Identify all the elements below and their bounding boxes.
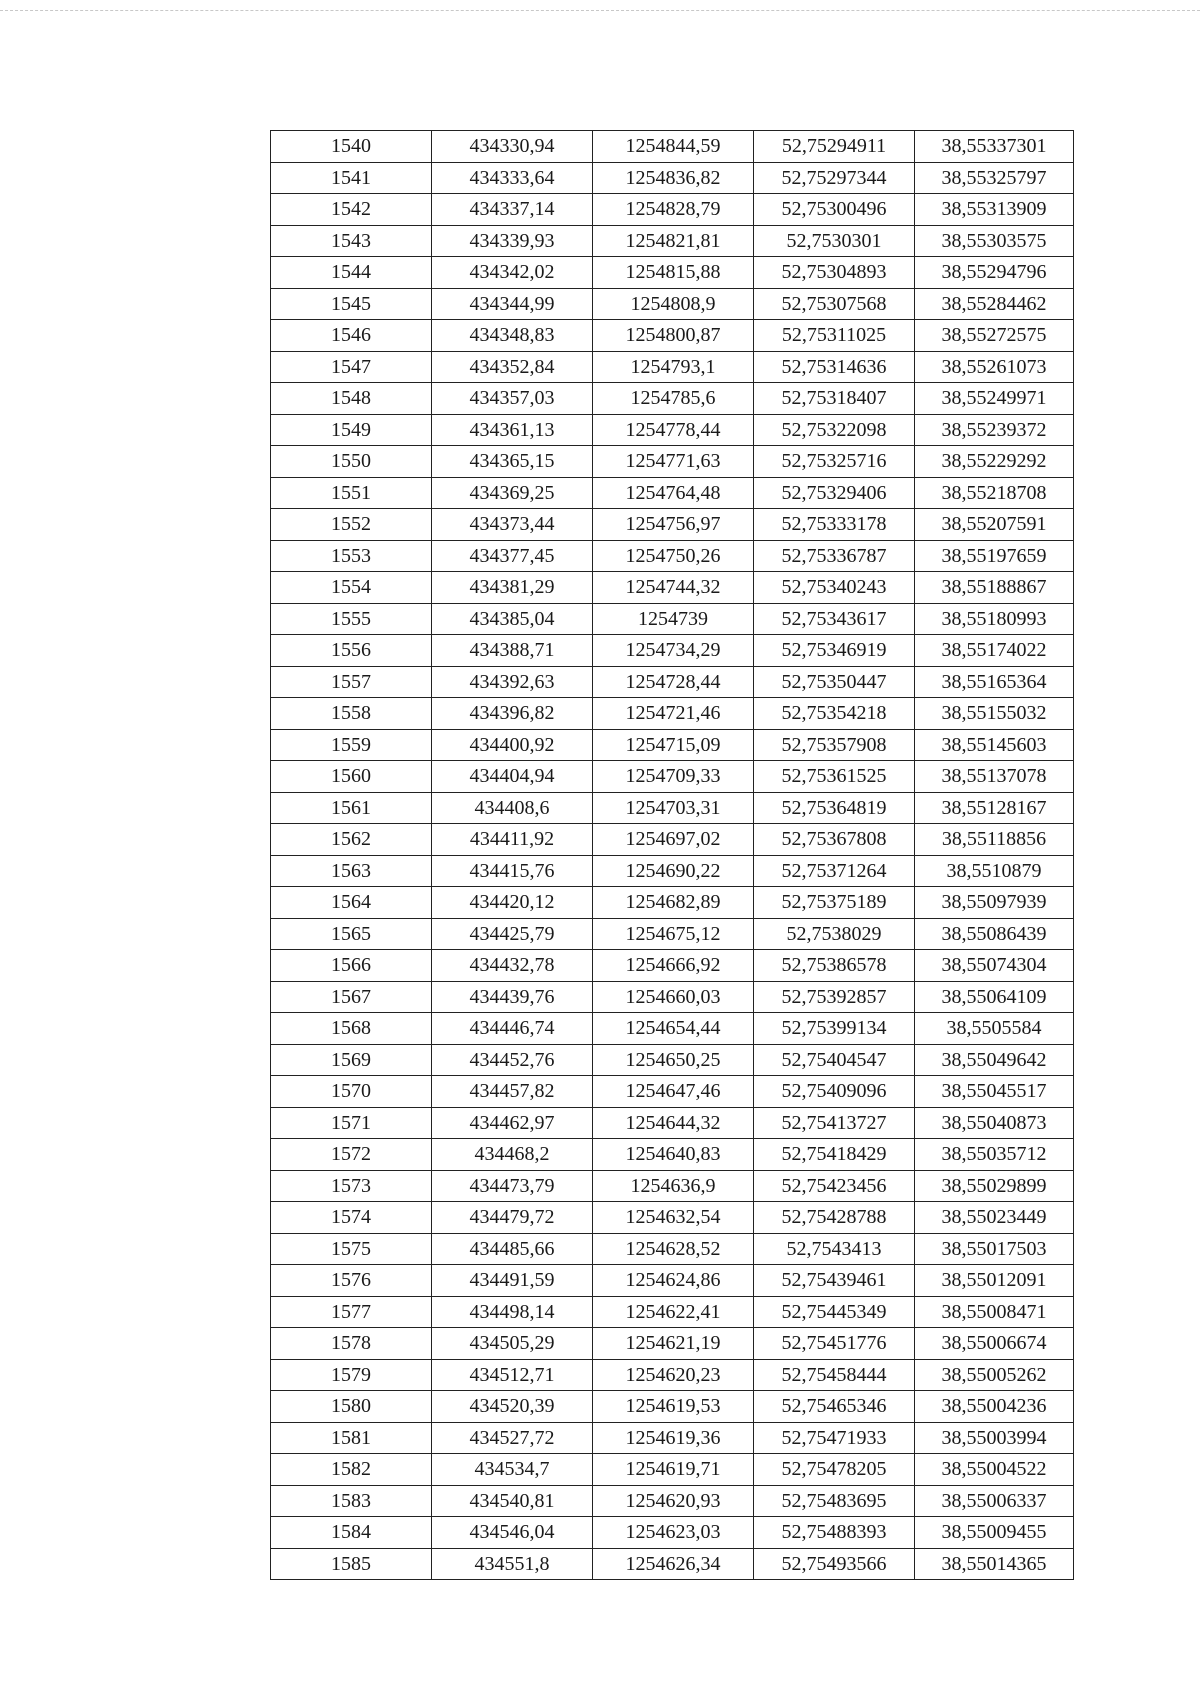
x-coordinate-cell: 434388,71 xyxy=(432,635,593,667)
latitude-cell: 52,75311025 xyxy=(754,320,915,352)
longitude-cell: 38,55303575 xyxy=(915,225,1074,257)
point-number-cell: 1584 xyxy=(271,1517,432,1549)
y-coordinate-cell: 1254675,12 xyxy=(593,918,754,950)
longitude-cell: 38,55239372 xyxy=(915,414,1074,446)
latitude-cell: 52,75418429 xyxy=(754,1139,915,1171)
table-row xyxy=(271,729,1074,761)
longitude-cell: 38,55261073 xyxy=(915,351,1074,383)
longitude-cell: 38,55197659 xyxy=(915,540,1074,572)
point-number-cell: 1556 xyxy=(271,635,432,667)
longitude-cell: 38,55006674 xyxy=(915,1328,1074,1360)
table-row xyxy=(271,1517,1074,1549)
y-coordinate-cell: 1254640,83 xyxy=(593,1139,754,1171)
y-coordinate-cell: 1254785,6 xyxy=(593,383,754,415)
latitude-cell: 52,75340243 xyxy=(754,572,915,604)
y-coordinate-cell: 1254620,93 xyxy=(593,1485,754,1517)
y-coordinate-cell: 1254793,1 xyxy=(593,351,754,383)
point-number-cell: 1582 xyxy=(271,1454,432,1486)
point-number-cell: 1576 xyxy=(271,1265,432,1297)
longitude-cell: 38,55294796 xyxy=(915,257,1074,289)
y-coordinate-cell: 1254721,46 xyxy=(593,698,754,730)
latitude-cell: 52,75361525 xyxy=(754,761,915,793)
y-coordinate-cell: 1254815,88 xyxy=(593,257,754,289)
longitude-cell: 38,55004236 xyxy=(915,1391,1074,1423)
point-number-cell: 1562 xyxy=(271,824,432,856)
x-coordinate-cell: 434520,39 xyxy=(432,1391,593,1423)
point-number-cell: 1570 xyxy=(271,1076,432,1108)
y-coordinate-cell: 1254644,32 xyxy=(593,1107,754,1139)
table-row xyxy=(271,509,1074,541)
y-coordinate-cell: 1254690,22 xyxy=(593,855,754,887)
table-row xyxy=(271,540,1074,572)
table-row xyxy=(271,1548,1074,1580)
point-number-cell: 1546 xyxy=(271,320,432,352)
latitude-cell: 52,75336787 xyxy=(754,540,915,572)
table-row xyxy=(271,1076,1074,1108)
y-coordinate-cell: 1254709,33 xyxy=(593,761,754,793)
point-number-cell: 1560 xyxy=(271,761,432,793)
x-coordinate-cell: 434361,13 xyxy=(432,414,593,446)
point-number-cell: 1580 xyxy=(271,1391,432,1423)
x-coordinate-cell: 434485,66 xyxy=(432,1233,593,1265)
y-coordinate-cell: 1254622,41 xyxy=(593,1296,754,1328)
table-row xyxy=(271,225,1074,257)
longitude-cell: 38,55014365 xyxy=(915,1548,1074,1580)
point-number-cell: 1569 xyxy=(271,1044,432,1076)
point-number-cell: 1566 xyxy=(271,950,432,982)
latitude-cell: 52,75413727 xyxy=(754,1107,915,1139)
x-coordinate-cell: 434439,76 xyxy=(432,981,593,1013)
point-number-cell: 1540 xyxy=(271,131,432,163)
table-row xyxy=(271,1170,1074,1202)
table-row xyxy=(271,1139,1074,1171)
longitude-cell: 38,5505584 xyxy=(915,1013,1074,1045)
y-coordinate-cell: 1254650,25 xyxy=(593,1044,754,1076)
table-row xyxy=(271,1233,1074,1265)
x-coordinate-cell: 434373,44 xyxy=(432,509,593,541)
point-number-cell: 1581 xyxy=(271,1422,432,1454)
y-coordinate-cell: 1254800,87 xyxy=(593,320,754,352)
latitude-cell: 52,75445349 xyxy=(754,1296,915,1328)
table-row xyxy=(271,1391,1074,1423)
y-coordinate-cell: 1254771,63 xyxy=(593,446,754,478)
x-coordinate-cell: 434352,84 xyxy=(432,351,593,383)
x-coordinate-cell: 434498,14 xyxy=(432,1296,593,1328)
table-row xyxy=(271,414,1074,446)
y-coordinate-cell: 1254619,71 xyxy=(593,1454,754,1486)
table-row xyxy=(271,666,1074,698)
y-coordinate-cell: 1254750,26 xyxy=(593,540,754,572)
longitude-cell: 38,55009455 xyxy=(915,1517,1074,1549)
x-coordinate-cell: 434462,97 xyxy=(432,1107,593,1139)
x-coordinate-cell: 434446,74 xyxy=(432,1013,593,1045)
longitude-cell: 38,55218708 xyxy=(915,477,1074,509)
x-coordinate-cell: 434546,04 xyxy=(432,1517,593,1549)
longitude-cell: 38,55174022 xyxy=(915,635,1074,667)
table-row xyxy=(271,257,1074,289)
latitude-cell: 52,75325716 xyxy=(754,446,915,478)
table-row xyxy=(271,383,1074,415)
latitude-cell: 52,75465346 xyxy=(754,1391,915,1423)
table-row xyxy=(271,698,1074,730)
latitude-cell: 52,75346919 xyxy=(754,635,915,667)
y-coordinate-cell: 1254744,32 xyxy=(593,572,754,604)
longitude-cell: 38,55045517 xyxy=(915,1076,1074,1108)
latitude-cell: 52,75329406 xyxy=(754,477,915,509)
table-row xyxy=(271,761,1074,793)
x-coordinate-cell: 434337,14 xyxy=(432,194,593,226)
table-row xyxy=(271,1359,1074,1391)
table-row xyxy=(271,320,1074,352)
coordinates-table-body xyxy=(271,131,1074,1580)
point-number-cell: 1553 xyxy=(271,540,432,572)
x-coordinate-cell: 434348,83 xyxy=(432,320,593,352)
point-number-cell: 1564 xyxy=(271,887,432,919)
table-row xyxy=(271,288,1074,320)
x-coordinate-cell: 434473,79 xyxy=(432,1170,593,1202)
page-top-edge-line xyxy=(0,10,1200,11)
latitude-cell: 52,75364819 xyxy=(754,792,915,824)
latitude-cell: 52,7543413 xyxy=(754,1233,915,1265)
point-number-cell: 1579 xyxy=(271,1359,432,1391)
x-coordinate-cell: 434420,12 xyxy=(432,887,593,919)
x-coordinate-cell: 434540,81 xyxy=(432,1485,593,1517)
y-coordinate-cell: 1254778,44 xyxy=(593,414,754,446)
coordinates-table xyxy=(270,130,1074,1580)
table-row xyxy=(271,194,1074,226)
point-number-cell: 1574 xyxy=(271,1202,432,1234)
y-coordinate-cell: 1254624,86 xyxy=(593,1265,754,1297)
point-number-cell: 1545 xyxy=(271,288,432,320)
longitude-cell: 38,55064109 xyxy=(915,981,1074,1013)
x-coordinate-cell: 434381,29 xyxy=(432,572,593,604)
table-row xyxy=(271,1422,1074,1454)
y-coordinate-cell: 1254836,82 xyxy=(593,162,754,194)
latitude-cell: 52,7530301 xyxy=(754,225,915,257)
longitude-cell: 38,55012091 xyxy=(915,1265,1074,1297)
y-coordinate-cell: 1254734,29 xyxy=(593,635,754,667)
latitude-cell: 52,75322098 xyxy=(754,414,915,446)
x-coordinate-cell: 434365,15 xyxy=(432,446,593,478)
latitude-cell: 52,75367808 xyxy=(754,824,915,856)
longitude-cell: 38,55284462 xyxy=(915,288,1074,320)
table-row xyxy=(271,572,1074,604)
x-coordinate-cell: 434369,25 xyxy=(432,477,593,509)
y-coordinate-cell: 1254628,52 xyxy=(593,1233,754,1265)
x-coordinate-cell: 434392,63 xyxy=(432,666,593,698)
x-coordinate-cell: 434425,79 xyxy=(432,918,593,950)
x-coordinate-cell: 434344,99 xyxy=(432,288,593,320)
longitude-cell: 38,55074304 xyxy=(915,950,1074,982)
longitude-cell: 38,55005262 xyxy=(915,1359,1074,1391)
table-row xyxy=(271,950,1074,982)
point-number-cell: 1565 xyxy=(271,918,432,950)
table-row xyxy=(271,855,1074,887)
point-number-cell: 1568 xyxy=(271,1013,432,1045)
table-row xyxy=(271,477,1074,509)
point-number-cell: 1575 xyxy=(271,1233,432,1265)
point-number-cell: 1583 xyxy=(271,1485,432,1517)
y-coordinate-cell: 1254619,53 xyxy=(593,1391,754,1423)
y-coordinate-cell: 1254739 xyxy=(593,603,754,635)
point-number-cell: 1559 xyxy=(271,729,432,761)
longitude-cell: 38,55325797 xyxy=(915,162,1074,194)
latitude-cell: 52,7538029 xyxy=(754,918,915,950)
y-coordinate-cell: 1254636,9 xyxy=(593,1170,754,1202)
table-row xyxy=(271,446,1074,478)
y-coordinate-cell: 1254647,46 xyxy=(593,1076,754,1108)
x-coordinate-cell: 434357,03 xyxy=(432,383,593,415)
latitude-cell: 52,75488393 xyxy=(754,1517,915,1549)
x-coordinate-cell: 434377,45 xyxy=(432,540,593,572)
longitude-cell: 38,5510879 xyxy=(915,855,1074,887)
y-coordinate-cell: 1254756,97 xyxy=(593,509,754,541)
table-row xyxy=(271,1265,1074,1297)
y-coordinate-cell: 1254626,34 xyxy=(593,1548,754,1580)
latitude-cell: 52,75493566 xyxy=(754,1548,915,1580)
y-coordinate-cell: 1254715,09 xyxy=(593,729,754,761)
table-row xyxy=(271,792,1074,824)
table-row xyxy=(271,918,1074,950)
y-coordinate-cell: 1254620,23 xyxy=(593,1359,754,1391)
x-coordinate-cell: 434404,94 xyxy=(432,761,593,793)
point-number-cell: 1558 xyxy=(271,698,432,730)
point-number-cell: 1547 xyxy=(271,351,432,383)
point-number-cell: 1572 xyxy=(271,1139,432,1171)
table-row xyxy=(271,1044,1074,1076)
longitude-cell: 38,55128167 xyxy=(915,792,1074,824)
x-coordinate-cell: 434457,82 xyxy=(432,1076,593,1108)
point-number-cell: 1551 xyxy=(271,477,432,509)
longitude-cell: 38,55155032 xyxy=(915,698,1074,730)
longitude-cell: 38,55180993 xyxy=(915,603,1074,635)
latitude-cell: 52,75300496 xyxy=(754,194,915,226)
table-row xyxy=(271,887,1074,919)
latitude-cell: 52,75304893 xyxy=(754,257,915,289)
latitude-cell: 52,75423456 xyxy=(754,1170,915,1202)
longitude-cell: 38,55017503 xyxy=(915,1233,1074,1265)
x-coordinate-cell: 434534,7 xyxy=(432,1454,593,1486)
latitude-cell: 52,75471933 xyxy=(754,1422,915,1454)
latitude-cell: 52,75318407 xyxy=(754,383,915,415)
latitude-cell: 52,75371264 xyxy=(754,855,915,887)
x-coordinate-cell: 434342,02 xyxy=(432,257,593,289)
point-number-cell: 1541 xyxy=(271,162,432,194)
latitude-cell: 52,75350447 xyxy=(754,666,915,698)
longitude-cell: 38,55145603 xyxy=(915,729,1074,761)
latitude-cell: 52,75483695 xyxy=(754,1485,915,1517)
latitude-cell: 52,75354218 xyxy=(754,698,915,730)
x-coordinate-cell: 434512,71 xyxy=(432,1359,593,1391)
point-number-cell: 1585 xyxy=(271,1548,432,1580)
table-row xyxy=(271,1328,1074,1360)
latitude-cell: 52,75307568 xyxy=(754,288,915,320)
x-coordinate-cell: 434479,72 xyxy=(432,1202,593,1234)
table-row xyxy=(271,162,1074,194)
point-number-cell: 1571 xyxy=(271,1107,432,1139)
longitude-cell: 38,55097939 xyxy=(915,887,1074,919)
point-number-cell: 1550 xyxy=(271,446,432,478)
table-row xyxy=(271,981,1074,1013)
x-coordinate-cell: 434505,29 xyxy=(432,1328,593,1360)
point-number-cell: 1563 xyxy=(271,855,432,887)
longitude-cell: 38,55229292 xyxy=(915,446,1074,478)
y-coordinate-cell: 1254666,92 xyxy=(593,950,754,982)
table-row xyxy=(271,351,1074,383)
point-number-cell: 1548 xyxy=(271,383,432,415)
table-row xyxy=(271,1202,1074,1234)
x-coordinate-cell: 434330,94 xyxy=(432,131,593,163)
table-row xyxy=(271,635,1074,667)
latitude-cell: 52,75297344 xyxy=(754,162,915,194)
y-coordinate-cell: 1254621,19 xyxy=(593,1328,754,1360)
x-coordinate-cell: 434432,78 xyxy=(432,950,593,982)
table-row xyxy=(271,824,1074,856)
longitude-cell: 38,55207591 xyxy=(915,509,1074,541)
y-coordinate-cell: 1254844,59 xyxy=(593,131,754,163)
latitude-cell: 52,75399134 xyxy=(754,1013,915,1045)
point-number-cell: 1567 xyxy=(271,981,432,1013)
x-coordinate-cell: 434415,76 xyxy=(432,855,593,887)
y-coordinate-cell: 1254703,31 xyxy=(593,792,754,824)
longitude-cell: 38,55035712 xyxy=(915,1139,1074,1171)
y-coordinate-cell: 1254821,81 xyxy=(593,225,754,257)
longitude-cell: 38,55049642 xyxy=(915,1044,1074,1076)
latitude-cell: 52,75386578 xyxy=(754,950,915,982)
latitude-cell: 52,75375189 xyxy=(754,887,915,919)
x-coordinate-cell: 434396,82 xyxy=(432,698,593,730)
table-row xyxy=(271,603,1074,635)
point-number-cell: 1552 xyxy=(271,509,432,541)
table-row xyxy=(271,1454,1074,1486)
latitude-cell: 52,75294911 xyxy=(754,131,915,163)
point-number-cell: 1542 xyxy=(271,194,432,226)
latitude-cell: 52,75404547 xyxy=(754,1044,915,1076)
longitude-cell: 38,55137078 xyxy=(915,761,1074,793)
x-coordinate-cell: 434491,59 xyxy=(432,1265,593,1297)
x-coordinate-cell: 434339,93 xyxy=(432,225,593,257)
x-coordinate-cell: 434551,8 xyxy=(432,1548,593,1580)
y-coordinate-cell: 1254697,02 xyxy=(593,824,754,856)
point-number-cell: 1555 xyxy=(271,603,432,635)
latitude-cell: 52,75428788 xyxy=(754,1202,915,1234)
longitude-cell: 38,55086439 xyxy=(915,918,1074,950)
latitude-cell: 52,75392857 xyxy=(754,981,915,1013)
latitude-cell: 52,75343617 xyxy=(754,603,915,635)
longitude-cell: 38,55006337 xyxy=(915,1485,1074,1517)
y-coordinate-cell: 1254728,44 xyxy=(593,666,754,698)
point-number-cell: 1549 xyxy=(271,414,432,446)
table-row xyxy=(271,1296,1074,1328)
y-coordinate-cell: 1254764,48 xyxy=(593,477,754,509)
longitude-cell: 38,55188867 xyxy=(915,572,1074,604)
point-number-cell: 1578 xyxy=(271,1328,432,1360)
x-coordinate-cell: 434452,76 xyxy=(432,1044,593,1076)
latitude-cell: 52,75314636 xyxy=(754,351,915,383)
x-coordinate-cell: 434333,64 xyxy=(432,162,593,194)
point-number-cell: 1557 xyxy=(271,666,432,698)
x-coordinate-cell: 434408,6 xyxy=(432,792,593,824)
x-coordinate-cell: 434411,92 xyxy=(432,824,593,856)
y-coordinate-cell: 1254682,89 xyxy=(593,887,754,919)
latitude-cell: 52,75357908 xyxy=(754,729,915,761)
longitude-cell: 38,55023449 xyxy=(915,1202,1074,1234)
longitude-cell: 38,55008471 xyxy=(915,1296,1074,1328)
point-number-cell: 1573 xyxy=(271,1170,432,1202)
x-coordinate-cell: 434468,2 xyxy=(432,1139,593,1171)
longitude-cell: 38,55118856 xyxy=(915,824,1074,856)
y-coordinate-cell: 1254828,79 xyxy=(593,194,754,226)
point-number-cell: 1543 xyxy=(271,225,432,257)
latitude-cell: 52,75333178 xyxy=(754,509,915,541)
table-row xyxy=(271,1013,1074,1045)
longitude-cell: 38,55165364 xyxy=(915,666,1074,698)
table-row xyxy=(271,1107,1074,1139)
longitude-cell: 38,55029899 xyxy=(915,1170,1074,1202)
table-row xyxy=(271,131,1074,163)
longitude-cell: 38,55272575 xyxy=(915,320,1074,352)
y-coordinate-cell: 1254660,03 xyxy=(593,981,754,1013)
y-coordinate-cell: 1254623,03 xyxy=(593,1517,754,1549)
x-coordinate-cell: 434400,92 xyxy=(432,729,593,761)
longitude-cell: 38,55004522 xyxy=(915,1454,1074,1486)
latitude-cell: 52,75478205 xyxy=(754,1454,915,1486)
point-number-cell: 1544 xyxy=(271,257,432,289)
x-coordinate-cell: 434527,72 xyxy=(432,1422,593,1454)
y-coordinate-cell: 1254654,44 xyxy=(593,1013,754,1045)
latitude-cell: 52,75409096 xyxy=(754,1076,915,1108)
point-number-cell: 1554 xyxy=(271,572,432,604)
x-coordinate-cell: 434385,04 xyxy=(432,603,593,635)
point-number-cell: 1577 xyxy=(271,1296,432,1328)
longitude-cell: 38,55249971 xyxy=(915,383,1074,415)
latitude-cell: 52,75439461 xyxy=(754,1265,915,1297)
longitude-cell: 38,55313909 xyxy=(915,194,1074,226)
longitude-cell: 38,55003994 xyxy=(915,1422,1074,1454)
y-coordinate-cell: 1254808,9 xyxy=(593,288,754,320)
longitude-cell: 38,55337301 xyxy=(915,131,1074,163)
y-coordinate-cell: 1254632,54 xyxy=(593,1202,754,1234)
longitude-cell: 38,55040873 xyxy=(915,1107,1074,1139)
y-coordinate-cell: 1254619,36 xyxy=(593,1422,754,1454)
point-number-cell: 1561 xyxy=(271,792,432,824)
latitude-cell: 52,75458444 xyxy=(754,1359,915,1391)
latitude-cell: 52,75451776 xyxy=(754,1328,915,1360)
table-row xyxy=(271,1485,1074,1517)
